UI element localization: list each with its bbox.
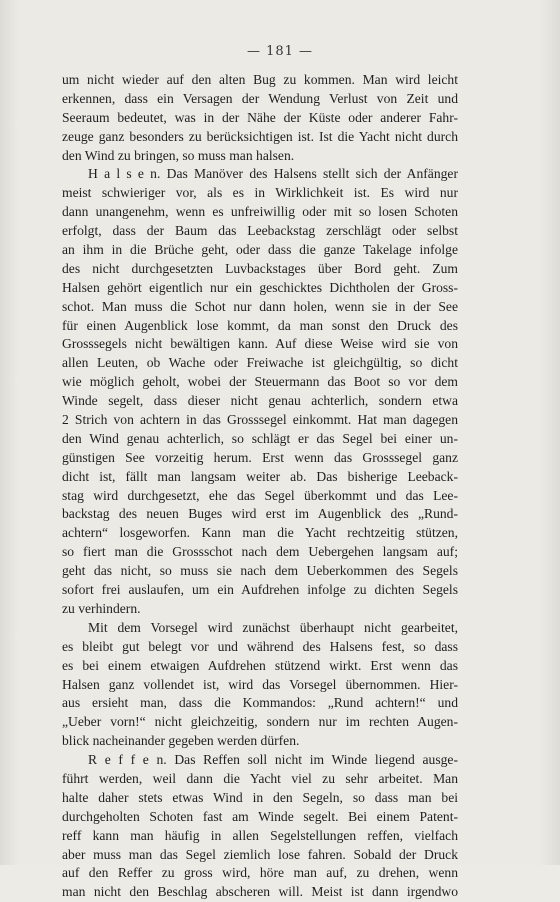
text-line: H a l s e n. Das Manöver des Halsens stellt sich der Anfänger	[88, 166, 458, 182]
text-line: blick nacheinander gegeben werden dürfen.	[62, 733, 300, 749]
page-number: — 181 —	[246, 44, 314, 59]
text-line: so fiert man die Grossschot nach dem Uebergehen langsam auf;	[62, 544, 458, 560]
text-line: Seeraum bedeutet, was in der Nähe der Küste oder anderer Fahr-	[62, 109, 458, 125]
text-line: auf den Reffer zu gross wird, höre man auf, zu drehen, wenn	[62, 865, 458, 881]
text-line: aber muss man das Segel ziemlich lose fahren. Sobald der Druck	[62, 846, 458, 862]
text-line: schot. Man muss die Schot nur dann holen, wenn sie in der See	[62, 298, 458, 314]
text-line: führt werden, weil dann die Yacht viel zu sehr arbeitet. Man	[62, 770, 458, 786]
text-line: meist schwieriger vor, als es in Wirklichkeit ist. Es wird nur	[62, 185, 458, 201]
text-line: R e f f e n. Das Reffen soll nicht im Winde liegend ausge-	[88, 752, 458, 768]
text-line: aus ersieht man, dass die Kommandos: „Rund achtern!“ und	[62, 695, 458, 711]
text-line: Winde segelt, dass dieser nicht genau achterlich, sondern etwa	[62, 393, 458, 409]
text-line: zu verhindern.	[62, 600, 141, 616]
text-line: günstigen See vorzeitig herum. Erst wenn das Grosssegel ganz	[62, 449, 458, 465]
text-line: 2 Strich von achtern in das Grosssegel einkommt. Hat man dagegen	[62, 412, 458, 428]
text-line: wie möglich geholt, wobei der Steuermann das Boot so vor dem	[62, 374, 458, 390]
text-line: Halsen gehört eigentlich nur ein geschicktes Dichtholen der Gross-	[62, 279, 458, 295]
text-line: an ihm in die Brüche geht, oder dass die ganze Takelage infolge	[62, 242, 458, 258]
text-line: erkennen, dass ein Versagen der Wendung Verlust von Zeit und	[62, 90, 458, 106]
text-line: erfolgt, dass der Baum das Leebackstag zerschlägt oder selbst	[62, 223, 458, 239]
text-line: es bei einem etwaigen Aufdrehen stützend wirkt. Erst wenn das	[62, 657, 458, 673]
body-text	[62, 71, 458, 902]
text-line: geht das nicht, so muss sie nach dem Ueberkommen des Segels	[62, 563, 458, 579]
text-line: stag wird durchgesetzt, ehe das Segel überkommt und das Lee-	[62, 487, 458, 503]
text-line: allen Leuten, ob Wache oder Freiwache ist gleichgültig, so dicht	[62, 355, 458, 371]
text-line: Grosssegels nicht bewältigen kann. Auf diese Weise wird sie von	[62, 336, 458, 352]
text-line: backstag des neuen Buges wird erst im Augenblick des „Rund-	[62, 506, 458, 522]
text-line: man nicht den Beschlag abscheren will. Meist ist dann irgendwo	[62, 884, 458, 900]
text-line: sofort frei auslaufen, um ein Aufdrehen infolge zu dichten Segels	[62, 582, 458, 598]
text-line: „Ueber vorn!“ nicht gleichzeitig, sondern nur im rechten Augen-	[62, 714, 458, 730]
text-line: um nicht wieder auf den alten Bug zu kommen. Man wird leicht	[62, 72, 458, 87]
text-line: durchgeholten Schoten fast am Winde segelt. Bei einem Patent-	[62, 808, 458, 824]
text-line: dicht ist, fällt man langsam weiter ab. Das bisherige Leeback-	[62, 468, 458, 484]
text-line: dann unangenehm, wenn es unfreiwillig oder mit so losen Schoten	[62, 204, 458, 220]
text-line: des nicht durchgesetzten Luvbackstages über Bord geht. Zum	[62, 260, 458, 276]
text-line: für einen Augenblick lose kommt, da man sonst den Druck des	[62, 317, 458, 333]
text-line: den Wind genau achterlich, so schlägt er das Segel bei einer un-	[62, 430, 458, 446]
text-line: achtern“ losgeworfen. Kann man die Yacht rechtzeitig stützen,	[62, 525, 458, 541]
text-line: reff kann man häufig in allen Segelstellungen reffen, vielfach	[62, 827, 458, 843]
text-line: es bleibt gut belegt vor und während des Halsens fest, so dass	[62, 638, 458, 654]
text-line: halte daher stets etwas Wind in den Segeln, so dass man bei	[62, 789, 458, 805]
text-line: Halsen ganz vollendet ist, wird das Vorsegel übernommen. Hier-	[62, 676, 458, 692]
text-line: zeuge ganz besonders zu berücksichtigen ist. Ist die Yacht nicht durch	[62, 128, 458, 144]
text-line: Mit dem Vorsegel wird zunächst überhaupt nicht gearbeitet,	[88, 619, 458, 635]
text-line: den Wind zu bringen, so muss man halsen.	[62, 147, 295, 163]
